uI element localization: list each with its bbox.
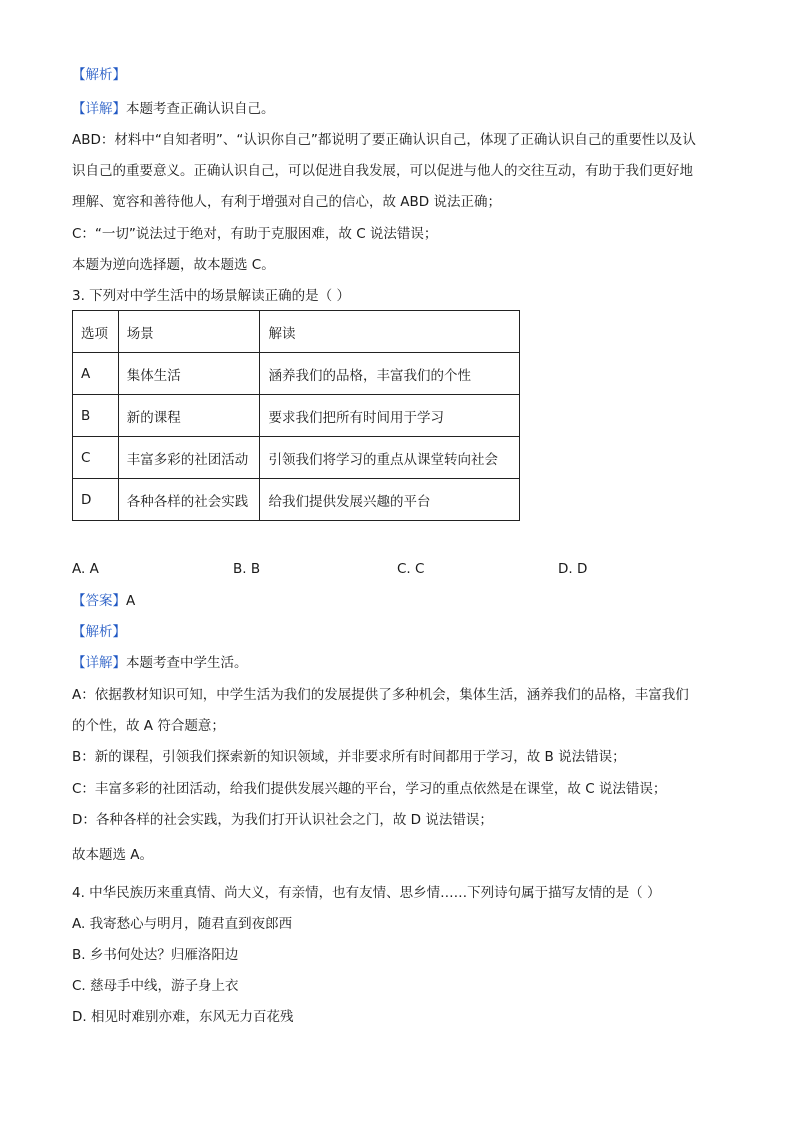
table-header-cell: 选项 xyxy=(73,311,119,353)
question-3-option-a: A. A xyxy=(72,561,99,577)
table-cell: 丰富多彩的社团活动 xyxy=(118,437,260,479)
table-cell: 要求我们把所有时间用于学习 xyxy=(260,395,520,437)
detail-line xyxy=(72,100,722,118)
answer-line xyxy=(72,592,722,610)
explanation-line-4: C：“一切”说法过于绝对，有助于克服困难，故 C 说法错误； xyxy=(72,226,438,242)
table-row xyxy=(73,353,520,395)
conclusion-line: 故本题选 A。 xyxy=(72,847,154,863)
question-4-option-c: C. 慈母手中线，游子身上衣 xyxy=(72,978,239,994)
question-3-stem: 3. 下列对中学生活中的场景解读正确的是（ ） xyxy=(72,288,350,304)
explanation-line-3: B：新的课程，引领我们探索新的知识领域，并非要求所有时间都用于学习，故 B 说法错误； xyxy=(72,749,626,765)
table-cell: 涵养我们的品格，丰富我们的个性 xyxy=(260,353,520,395)
table-cell: D xyxy=(73,479,119,521)
analysis-heading: 【解析】 xyxy=(72,67,126,83)
explanation-line-1: ABD：材料中“自知者明”、“认识你自己”都说明了要正确认识自己，体现了正确认识自己的重要性以及认 xyxy=(72,132,696,148)
table-header-row xyxy=(73,311,520,353)
table-cell: 引领我们将学习的重点从课堂转向社会 xyxy=(260,437,520,479)
question-3-option-c: C. C xyxy=(397,561,425,577)
table-row xyxy=(73,479,520,521)
answer-heading: 【答案】 xyxy=(72,593,126,609)
table-header-cell: 解读 xyxy=(260,311,520,353)
explanation-line-2: 的个性，故 A 符合题意； xyxy=(72,718,225,734)
explanation-line-2: 识自己的重要意义。正确认识自己，可以促进自我发展，可以促进与他人的交往互动，有助于我们更好地 xyxy=(72,163,693,179)
table-cell: B xyxy=(73,395,119,437)
scene-table xyxy=(72,310,520,521)
question-4-option-b: B. 乡书何处达？归雁洛阳边 xyxy=(72,947,239,963)
detail-text: 本题考查中学生活。 xyxy=(126,655,248,671)
table-header-cell: 场景 xyxy=(118,311,260,353)
explanation-line-5: 本题为逆向选择题，故本题选 C。 xyxy=(72,257,275,273)
detail-text: 本题考查正确认识自己。 xyxy=(126,101,275,117)
table-row xyxy=(73,437,520,479)
explanation-line-4: C：丰富多彩的社团活动，给我们提供发展兴趣的平台，学习的重点依然是在课堂，故 C 说法错误； xyxy=(72,781,667,797)
question-3-option-b: B. B xyxy=(233,561,261,577)
question-4-option-d: D. 相见时难别亦难，东风无力百花残 xyxy=(72,1009,294,1025)
question-3-option-d: D. D xyxy=(558,561,588,577)
question-4-stem: 4. 中华民族历来重真情、尚大义，有亲情，也有友情、思乡情……下列诗句属于描写友情的是（ ） xyxy=(72,885,661,901)
explanation-line-1: A：依据教材知识可知，中学生活为我们的发展提供了多种机会，集体生活，涵养我们的品格，丰富我们 xyxy=(72,687,689,703)
detail-heading: 【详解】 xyxy=(72,101,126,117)
detail-line xyxy=(72,654,722,672)
explanation-line-5: D：各种各样的社会实践，为我们打开认识社会之门，故 D 说法错误； xyxy=(72,812,493,828)
table-cell: 各种各样的社会实践 xyxy=(118,479,260,521)
table-cell: A xyxy=(73,353,119,395)
detail-heading: 【详解】 xyxy=(72,655,126,671)
table-cell: 给我们提供发展兴趣的平台 xyxy=(260,479,520,521)
answer-value: A xyxy=(126,593,136,609)
table-cell: 集体生活 xyxy=(118,353,260,395)
table-row xyxy=(73,395,520,437)
explanation-line-3: 理解、宽容和善待他人，有利于增强对自己的信心，故 ABD 说法正确； xyxy=(72,194,501,210)
question-4-option-a: A. 我寄愁心与明月，随君直到夜郎西 xyxy=(72,916,293,932)
table-cell: 新的课程 xyxy=(118,395,260,437)
analysis-heading: 【解析】 xyxy=(72,624,126,640)
table-cell: C xyxy=(73,437,119,479)
